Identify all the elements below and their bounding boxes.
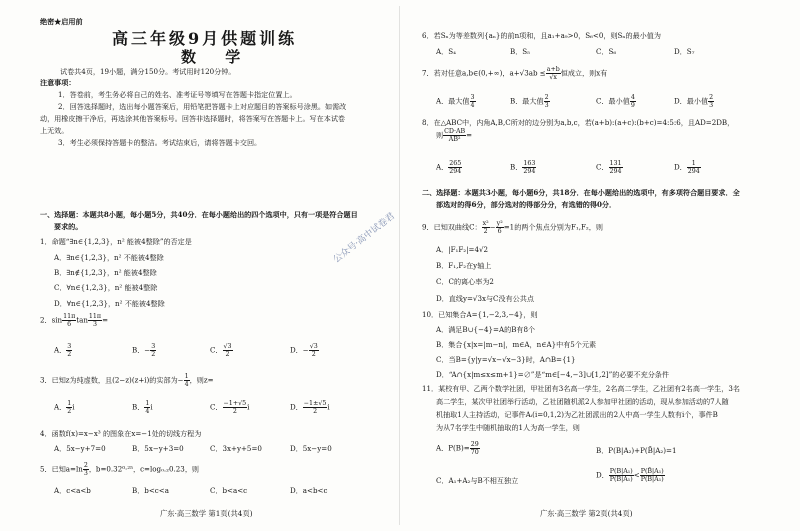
denominator: 4 xyxy=(470,102,475,109)
numerator: 2 xyxy=(709,94,714,101)
denominator: 9 xyxy=(630,102,635,109)
denominator: P(B̄|A₁) xyxy=(640,476,664,483)
numerator: 3 xyxy=(151,343,156,350)
fraction xyxy=(708,94,714,109)
fraction xyxy=(448,160,462,175)
option-label: A． xyxy=(54,402,67,412)
denominator: AB² xyxy=(448,136,461,143)
denominator: √x xyxy=(549,74,557,81)
fraction xyxy=(88,313,102,328)
option xyxy=(54,343,72,358)
numerator: CD·AB xyxy=(444,128,466,135)
numerator: 29 xyxy=(470,441,479,448)
denominator: 2 xyxy=(67,408,72,415)
text: < xyxy=(633,470,640,480)
page-footer: 广东·高三数学 第1页(共4页) xyxy=(160,509,253,518)
text: i xyxy=(72,402,75,412)
subject-title: 数 学 xyxy=(181,48,253,66)
numerator: √3 xyxy=(223,343,232,350)
question-5 xyxy=(40,462,199,477)
denominator: 294 xyxy=(449,168,462,175)
denominator: 2 xyxy=(313,408,318,415)
option-label: A．P(B)= xyxy=(436,443,470,453)
option xyxy=(510,94,550,109)
denominator: 2 xyxy=(483,228,488,235)
option: C．C的离心率为2 xyxy=(436,277,494,286)
denominator: 3 xyxy=(83,470,88,477)
question-11: 11．某校有甲、乙两个数学社团，甲社团有3名高一学生，2名高二学生，乙社团有2名高一学生，3名 xyxy=(422,384,740,393)
denominator: 70 xyxy=(470,449,479,456)
fraction xyxy=(470,94,476,109)
question-10: 10．已知集合A={1,−2,3,−4}，则 xyxy=(422,310,538,319)
option xyxy=(436,441,480,456)
denominator: 3 xyxy=(709,102,714,109)
exam-title: 高三年级9月供题训练 xyxy=(112,29,298,48)
text: 则 xyxy=(436,130,444,140)
page-footer: 广东·高三数学 第2页(共4页) xyxy=(540,509,633,518)
option: C．b<a<c xyxy=(210,486,248,495)
option xyxy=(210,343,233,358)
question-7 xyxy=(422,66,607,81)
note-line: 3．考生必须保持答题卡的整洁。考试结束后，请将答题卡交回。 xyxy=(58,138,262,147)
numerator: −1±√5 xyxy=(303,400,327,407)
question-11: 高二学生，某次甲社团举行活动，乙社团随机派2人参加甲社团的活动，现从参加活动的7人随 xyxy=(436,397,729,406)
option-label: D． xyxy=(674,162,687,172)
option-label: B．最大值 xyxy=(510,96,544,106)
denominator: P(B|A₁) xyxy=(609,476,633,483)
option: D．S₇ xyxy=(674,47,695,56)
numerator: 1 xyxy=(184,373,189,380)
question-9 xyxy=(422,220,603,235)
fraction xyxy=(309,343,319,358)
fraction xyxy=(482,220,490,235)
option-label: C．最小值 xyxy=(596,96,630,106)
question-11: 为从7名学生中随机抽取的1人为高一学生，则 xyxy=(436,423,580,432)
question-2 xyxy=(40,313,108,328)
note-line: 1．答卷前，考生务必将自己的姓名、准考证号等填写在答题卡指定位置上。 xyxy=(58,90,297,99)
numerator: a+b xyxy=(546,66,560,73)
option-label: D．− xyxy=(290,345,309,355)
option: D．5x−y=0 xyxy=(290,444,332,453)
fraction xyxy=(470,441,480,456)
option: B．5x−y+3=0 xyxy=(132,444,184,453)
option-label: A．最大值 xyxy=(436,96,470,106)
denominator: 2 xyxy=(67,351,72,358)
fraction xyxy=(496,220,504,235)
section-heading: 二、选择题：本题共3小题，每小题6分，共18分．在每小题给出的选项中，有多项符合题目要求．全 xyxy=(422,188,740,197)
option: B．P(B|A₂)+P(B̄|A₂)=1 xyxy=(596,446,677,455)
fraction xyxy=(150,343,156,358)
fraction xyxy=(223,343,233,358)
numerator: 11π xyxy=(63,313,76,320)
text: i xyxy=(327,402,330,412)
numerator: 2 xyxy=(83,462,88,469)
fraction xyxy=(223,400,248,415)
numerator: 3 xyxy=(67,343,72,350)
numerator: P(B|A₁) xyxy=(609,468,633,475)
text: = xyxy=(466,130,473,140)
option: C．当B={y|y=√x−√x−3}时，A∩B={1} xyxy=(436,355,576,364)
numerator: √3 xyxy=(309,343,318,350)
note-line: 动，用橡皮擦干净后，再选涂其他答案标号。回答非选择题时，将答案写在答题卡上。写在本试卷 xyxy=(40,114,346,123)
fraction xyxy=(544,94,550,109)
option: D．“A∩{x|m≤x≤m+1}=∅”是“m∈[−4,−3]∪[1,2]”的必要不充分条件 xyxy=(436,370,669,379)
text: 2．sin xyxy=(40,315,63,325)
numerator: 3 xyxy=(470,94,475,101)
text: 5．已知a=ln xyxy=(40,464,83,474)
question-11: 机抽取1人主持活动，记事件Aᵢ(i=0,1,2)为乙社团派出的2人中高一学生人数有i个，事件B xyxy=(436,410,718,419)
option: A．|F₁F₂|=4√2 xyxy=(436,245,489,254)
right-page xyxy=(400,0,800,531)
option: C．A₁+A₂与B不相互独立 xyxy=(436,476,519,485)
fraction xyxy=(522,160,536,175)
text: 3．已知z为纯虚数，且(2−z)(z+i)的实部为− xyxy=(40,375,184,385)
denominator: 3 xyxy=(544,102,549,109)
option-label: B． xyxy=(510,162,523,172)
option xyxy=(436,94,476,109)
text: 9．已知双曲线C： xyxy=(422,222,482,232)
numerator: x² xyxy=(482,220,489,227)
question-8: 8．在△ABC中，内角A,B,C所对的边分别为a,b,c，若(a+b):(a+c):(b+c)=4:5:6，且AD=2DB， xyxy=(422,118,735,127)
option-label: C． xyxy=(210,345,223,355)
section-heading: 一、选择题：本题共8小题，每小题5分，共40分．在每小题给出的四个选项中，只有一项是符合题目 xyxy=(40,210,358,219)
option: B．b<c<a xyxy=(132,486,169,495)
notes-title: 注意事项： xyxy=(40,78,76,87)
denominator: 294 xyxy=(523,168,536,175)
option-label: B．− xyxy=(132,345,151,355)
option: B．∃n∉{1,2,3}，n² 能被4整除 xyxy=(54,268,157,277)
question-3 xyxy=(40,373,214,388)
option xyxy=(674,94,714,109)
numerator: 1 xyxy=(687,160,701,168)
option-label: A． xyxy=(436,162,449,172)
denominator: 2 xyxy=(225,351,230,358)
numerator: P(B̄|A₁) xyxy=(640,468,664,475)
text: i xyxy=(247,402,250,412)
text: − xyxy=(489,222,496,232)
question-4: 4．函数f(x)=x−x³ 的图象在x=−1处的切线方程为 xyxy=(40,429,202,438)
denominator: 4 xyxy=(184,381,189,388)
secret-label: 绝密★启用前 xyxy=(40,17,83,26)
numerator: 4 xyxy=(630,94,635,101)
option: D．a<b<c xyxy=(290,486,328,495)
watermark-text: 公众号·高中试卷君 xyxy=(331,211,398,266)
option xyxy=(290,343,319,358)
fraction xyxy=(687,160,701,175)
option-label: C． xyxy=(210,402,223,412)
text: =1的两个焦点分别为F₁,F₂，则 xyxy=(503,222,603,232)
denominator: 2 xyxy=(311,351,316,358)
denominator: 294 xyxy=(609,168,622,175)
question-6: 6．若Sₙ为等差数列{aₙ}的前n项和，且a₁+a₉>0，S₆<0，则Sₙ的最小值为 xyxy=(422,31,661,40)
note-line: 上无效。 xyxy=(40,126,69,135)
option xyxy=(674,160,701,175)
fraction xyxy=(546,66,561,81)
option xyxy=(436,160,462,175)
option: B．S₅ xyxy=(510,47,531,56)
fraction xyxy=(303,400,328,415)
fraction xyxy=(630,94,636,109)
option-label: D． xyxy=(290,402,303,412)
option xyxy=(210,400,249,415)
numerator: 2 xyxy=(544,94,549,101)
text: i xyxy=(150,402,153,412)
option: A．满足B∪{−4}=A的B有8个 xyxy=(436,325,536,334)
fraction xyxy=(609,468,634,483)
option: A．c<a<b xyxy=(54,486,91,495)
option: B．F₁,F₂在y轴上 xyxy=(436,261,492,270)
numerator: 11π xyxy=(88,313,102,320)
option-label: A． xyxy=(54,345,67,355)
fraction xyxy=(66,343,72,358)
numerator: 163 xyxy=(523,160,536,167)
text: ，b=0.32⁰·²⁵，c=log₀.₂0.23，则 xyxy=(88,464,200,474)
denominator: 294 xyxy=(687,168,700,175)
option xyxy=(596,94,636,109)
fraction xyxy=(640,468,665,483)
denominator: 3 xyxy=(92,321,97,328)
option: C．∀n∈{1,2,3}，n² 能被4整除 xyxy=(54,283,158,292)
option xyxy=(596,160,623,175)
denominator: 4 xyxy=(145,408,150,415)
text: = xyxy=(102,315,109,325)
option xyxy=(290,400,330,415)
numerator: 1 xyxy=(67,400,72,407)
option xyxy=(596,468,665,483)
note-line: 2．回答选择题时，选出每小题答案后，用铅笔把答题卡上对应题目的答案标号涂黑。如需改 xyxy=(58,102,347,111)
exam-info: 试卷共4页，19小题，满分150分。考试用时120分钟。 xyxy=(60,67,236,76)
text: tan xyxy=(76,315,88,325)
option: D．∀n∈{1,2,3}，n² 不能被4整除 xyxy=(54,299,165,308)
denominator: 6 xyxy=(497,228,502,235)
option: B．集合{x|x=|m−n|，m∈A，n∈A}中有5个元素 xyxy=(436,340,597,349)
section-heading: 部选对的得6分，部分选对的得部分分，有选错的得0分． xyxy=(436,200,617,209)
option: C．S₆ xyxy=(596,47,617,56)
option xyxy=(132,343,156,358)
option xyxy=(510,160,536,175)
numerator: y² xyxy=(496,220,503,227)
fraction xyxy=(609,160,623,175)
fraction xyxy=(62,313,76,328)
option-label: B． xyxy=(132,402,145,412)
denominator: 6 xyxy=(67,321,72,328)
denominator: 2 xyxy=(151,351,156,358)
numerator: 265 xyxy=(449,160,462,167)
numerator: −1+√5 xyxy=(223,400,247,407)
text: 7．若对任意a,b∈(0,+∞)，a+√3ab ≤ xyxy=(422,68,546,78)
option: D．直线y=√3x与C没有公共点 xyxy=(436,294,534,303)
option xyxy=(54,400,75,415)
numerator: 131 xyxy=(609,160,622,167)
denominator: 2 xyxy=(232,408,237,415)
option: A．S₄ xyxy=(436,47,456,56)
option: A．5x−y+7=0 xyxy=(54,444,106,453)
question-8-expr xyxy=(436,128,472,143)
numerator: 1 xyxy=(145,400,150,407)
option-label: D． xyxy=(596,470,609,480)
option: A．∃n∈{1,2,3}，n² 不能被4整除 xyxy=(54,253,164,262)
fraction xyxy=(443,128,466,143)
option: C．3x+y+5=0 xyxy=(210,444,262,453)
option-label: C． xyxy=(596,162,609,172)
text: 恒成立，则x有 xyxy=(560,68,608,78)
text: ，则z= xyxy=(189,375,214,385)
option xyxy=(132,400,153,415)
section-heading: 要求的。 xyxy=(54,222,83,231)
question-1: 1．命题“∃n∈{1,2,3}，n² 能被4整除”的否定是 xyxy=(40,237,192,246)
option-label: D．最小值 xyxy=(674,96,709,106)
